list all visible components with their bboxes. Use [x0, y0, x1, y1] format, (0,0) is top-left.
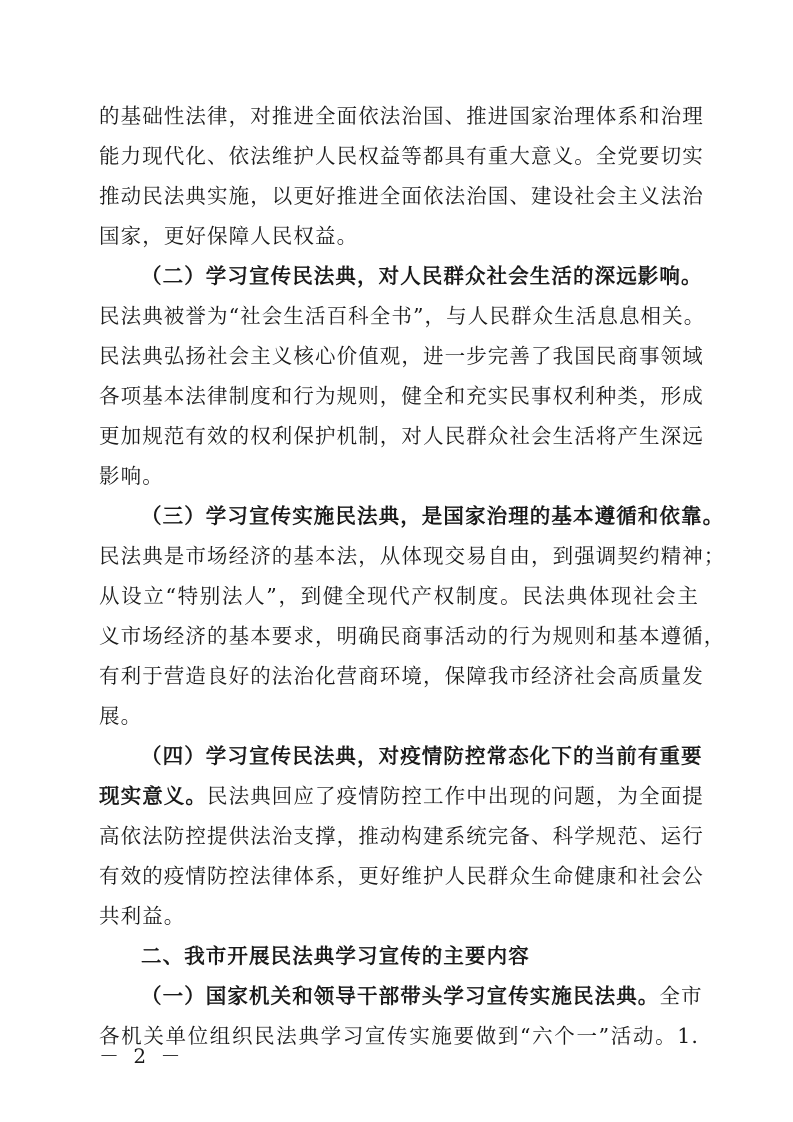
text-line: 各项基本法律制度和行为规则，健全和充实民事权利种类，形成: [99, 384, 704, 408]
text-line: 国家，更好保障人民权益。: [99, 224, 359, 248]
text-line: [99, 976, 703, 1016]
text-line: 影响。: [99, 464, 164, 488]
text-line: 更加规范有效的权利保护机制，对人民群众社会生活将产生深远: [99, 424, 704, 448]
page-number: － 2 －: [99, 1044, 185, 1068]
text-span: 民法典回应了疫情防控工作中出现的问题，为全面提: [207, 784, 704, 808]
subheading-5: （一）国家机关和领导干部带头学习宣传实施民法典。: [141, 984, 660, 1008]
text-line: 高依法防控提供法治支撑，推动构建系统完备、科学规范、运行: [99, 824, 704, 848]
text-line: 推动民法典实施，以更好推进全面依法治国、建设社会主义法治: [99, 184, 704, 208]
text-line: 的基础性法律，对推进全面依法治国、推进国家治理体系和治理: [99, 104, 704, 128]
subheading-3: （三）学习宣传实施民法典，是国家治理的基本遵循和依靠。: [141, 504, 725, 528]
text-line: 能力现代化、依法维护人民权益等都具有重大意义。全党要切实: [99, 144, 704, 168]
section-heading: 二、我市开展民法典学习宣传的主要内容: [141, 944, 530, 968]
text-line: 共利益。: [99, 904, 186, 928]
text-line: 各机关单位组织民法典学习宣传实施要做到“六个一”活动。1.: [99, 1024, 699, 1048]
text-line: 有效的疫情防控法律体系，更好维护人民群众生命健康和社会公: [99, 864, 704, 888]
text-line: 民法典是市场经济的基本法，从体现交易自由，到强调契约精神；: [99, 544, 726, 568]
text-line: 义市场经济的基本要求，明确民商事活动的行为规则和基本遵循，: [99, 624, 726, 648]
text-line: 展。: [99, 704, 143, 728]
text-line: [99, 776, 704, 816]
text-line: 民法典弘扬社会主义核心价值观，进一步完善了我国民商事领域: [99, 344, 704, 368]
text-line: 有利于营造良好的法治化营商环境，保障我市经济社会高质量发: [99, 664, 704, 688]
subheading-4: （四）学习宣传民法典，对疫情防控常态化下的当前有重要: [141, 744, 703, 768]
text-line: 从设立“特别法人”，到健全现代产权制度。民法典体现社会主: [99, 584, 699, 608]
subheading-4-tail: 现实意义。: [99, 784, 207, 808]
text-span: 全市: [659, 984, 703, 1008]
subheading-2: （二）学习宣传民法典，对人民群众社会生活的深远影响。: [141, 264, 703, 288]
text-line: 民法典被誉为“社会生活百科全书”，与人民群众生活息息相关。: [99, 304, 706, 328]
document-body: [99, 96, 726, 1056]
